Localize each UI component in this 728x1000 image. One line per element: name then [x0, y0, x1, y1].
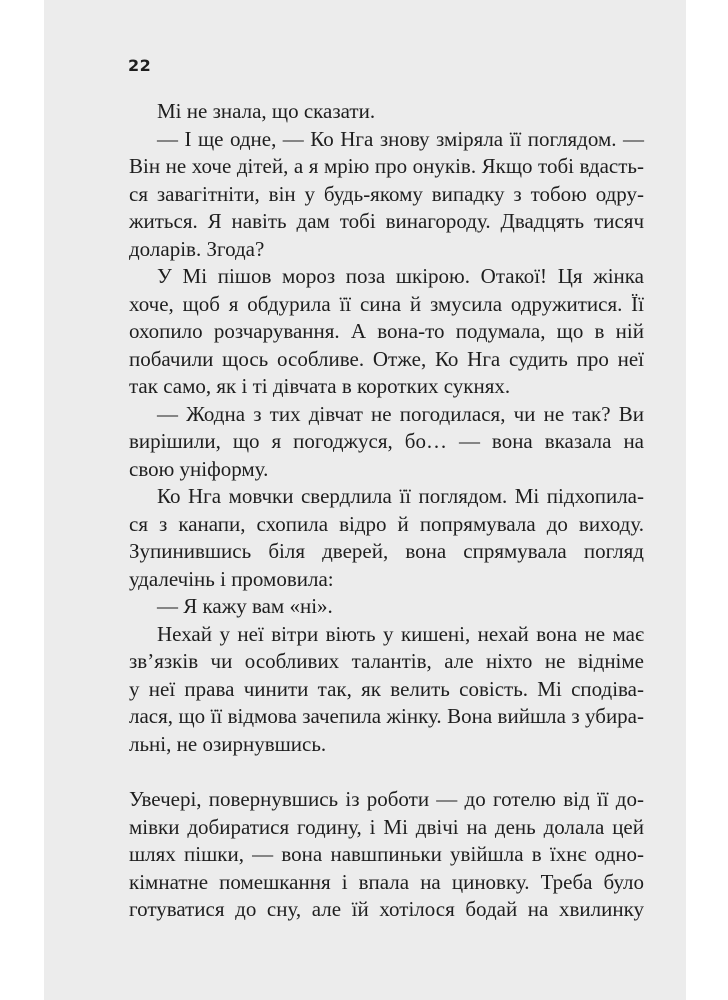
text-line: ся завагітніти, він у будь-якому випадку з тобою одру- — [129, 181, 644, 206]
text-line: — Я кажу вам «ні». — [157, 594, 333, 618]
text-line: охопило розчарування. А вона-то подумала, що в ній — [129, 319, 644, 343]
text-line: вирішили, що я погоджуся, бо… — вона вказала на — [129, 429, 644, 453]
text-line: лася, що її відмова зачепила жінку. Вона вийшла з убира- — [129, 704, 644, 728]
text-line: хоче, щоб я обдурила її сина й змусила одружитися. Її — [129, 291, 644, 316]
page-number: 22 — [128, 56, 152, 75]
text-line: Ко Нга мовчки свердлила її поглядом. Мі підхопила- — [157, 484, 644, 508]
text-line: удалечінь і промовила: — [129, 566, 334, 591]
text-line: Увечері, повернувшись із роботи — до готелю від її до- — [129, 787, 644, 811]
text-line: Він не хоче дітей, а я мрію про онуків. Якщо тобі вдасть- — [129, 154, 644, 178]
text-line: доларів. Згода? — [129, 236, 265, 261]
text-line: так само, як і ті дівчата в коротких сукнях. — [129, 374, 511, 398]
paragraph-gap — [129, 758, 644, 786]
text-line: льні, не озирнувшись. — [129, 731, 327, 756]
text-line: шлях пішки, — вона навшпиньки увійшла в їхнє одно- — [129, 842, 644, 866]
text-line: житься. Я навіть дам тобі винагороду. Двадцять тисяч — [129, 209, 644, 233]
page-margin-right — [686, 0, 728, 1000]
text-line: — Жодна з тих дівчат не погодилася, чи не так? Ви — [157, 401, 644, 426]
text-line: У Мі пішов мороз поза шкірою. Отакої! Ця жінка — [157, 264, 644, 288]
text-line: побачили щось особливе. Отже, Ко Нга судить про неї — [129, 346, 644, 371]
text-line: Зупинившись біля дверей, вона спрямувала погляд — [129, 539, 644, 563]
text-line: мівки добиратися годину, і Мі двічі на день долала цей — [129, 814, 644, 839]
text-line: у неї права чинити так, як велить совість. Мі сподіва- — [129, 676, 644, 701]
page-margin-left — [0, 0, 44, 1000]
body-text — [129, 98, 644, 924]
book-page — [44, 0, 686, 1000]
text-line: зв’язків чи особливих талантів, але ніхто не відніме — [129, 649, 644, 673]
text-line: Нехай у неї вітри віють у кишені, нехай вона не має — [157, 621, 644, 646]
text-line: кімнатне помешкання і впала на циновку. Треба було — [129, 869, 644, 894]
text-line: ся з канапи, схопила відро й попрямувала до виходу. — [129, 511, 644, 536]
text-line: — І ще одне, — Ко Нга знову зміряла її поглядом. — — [157, 126, 644, 151]
text-line: Мі не знала, що сказати. — [157, 99, 376, 123]
text-line: готуватися до сну, але їй хотілося бодай на хвилинку — [129, 897, 644, 921]
text-line: свою уніформу. — [129, 456, 269, 481]
